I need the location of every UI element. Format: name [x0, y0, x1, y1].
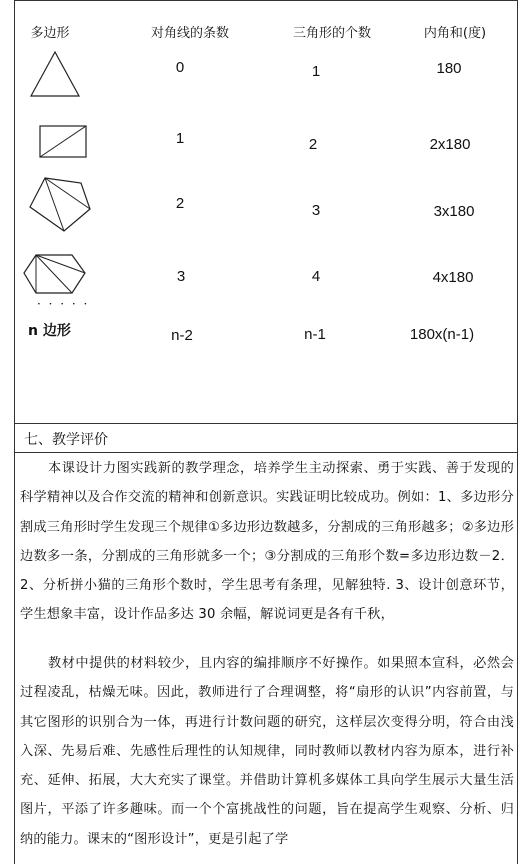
header-angle-sum: 内角和(度)	[423, 26, 487, 41]
ellipsis: · · · · ·	[37, 297, 90, 311]
row4-angle-sum: 4x180	[432, 269, 474, 286]
hexagon-shape	[22, 252, 88, 296]
rectangle-shape	[38, 124, 90, 160]
row1-diagonals: 0	[175, 59, 185, 76]
n-polygon-label: n 边形	[28, 323, 71, 339]
header-diagonals: 对角线的条数	[150, 26, 230, 41]
row2-angle-sum: 2x180	[429, 136, 471, 153]
pentagon-shape	[27, 175, 93, 233]
n-row-triangles: n-1	[304, 326, 326, 343]
row3-diagonals: 2	[175, 195, 185, 212]
row2-diagonals: 1	[175, 130, 185, 147]
table-top-border	[14, 0, 518, 1]
evaluation-paragraph-2: 教材中提供的材料较少，且内容的编排顺序不好操作。如果照本宣科，必然会过程凌乱，枯燥无味。因此，教师进行了合理调整，将“扇形的认识”内容前置，与其它图形的识别合为一体，再进行计数问题的研究，这样层次变得分明，符合由浅入深、先易后难、先感性后理性的认知规律，同时教师以教材内容为原本，进行补充、延伸、拓展，大大充实了课堂。并借助计算机多媒体工具向学生展示大量生活图片，平添了许多趣味。而一个个富挑战性的问题，旨在提高学生观察、分析、归纳的能力。课末的“图形设计”，更是引起了学	[20, 656, 514, 847]
row1-angle-sum: 180	[436, 60, 462, 77]
section-title: 七、教学评价	[24, 432, 108, 448]
n-row-angle-sum: 180x(n-1)	[409, 326, 475, 343]
n-row-diagonals: n-2	[171, 327, 193, 344]
header-triangles: 三角形的个数	[292, 26, 372, 41]
section-divider	[14, 452, 518, 453]
row3-angle-sum: 3x180	[433, 203, 475, 220]
triangle-shape	[29, 50, 81, 98]
row1-triangles: 1	[311, 63, 321, 80]
row4-diagonals: 3	[176, 268, 186, 285]
table-bottom-border	[14, 423, 518, 424]
evaluation-paragraph-1: 本课设计力图实践新的教学理念，培养学生主动探索、勇于实践、善于发现的科学精神以及合作交流的精神和创新意识。实践证明比较成功。例如：1、多边形分割成三角形时学生发现三个规律①多边形边数越多，分割成的三角形越多；②多边形边数多一条，分割成的三角形就多一个；③分割成的三角形个数=多边形边数－2． 2、分析拼小猫的三角形个数时，学生思考有条理，见解独特. 3、设计创意环节，学生想象丰富，设计作品多达 30 余幅，解说词更是各有千秋，	[20, 461, 514, 623]
header-polygon: 多边形	[30, 26, 70, 41]
row2-triangles: 2	[308, 136, 318, 153]
row3-triangles: 3	[311, 202, 321, 219]
row4-triangles: 4	[311, 268, 321, 285]
